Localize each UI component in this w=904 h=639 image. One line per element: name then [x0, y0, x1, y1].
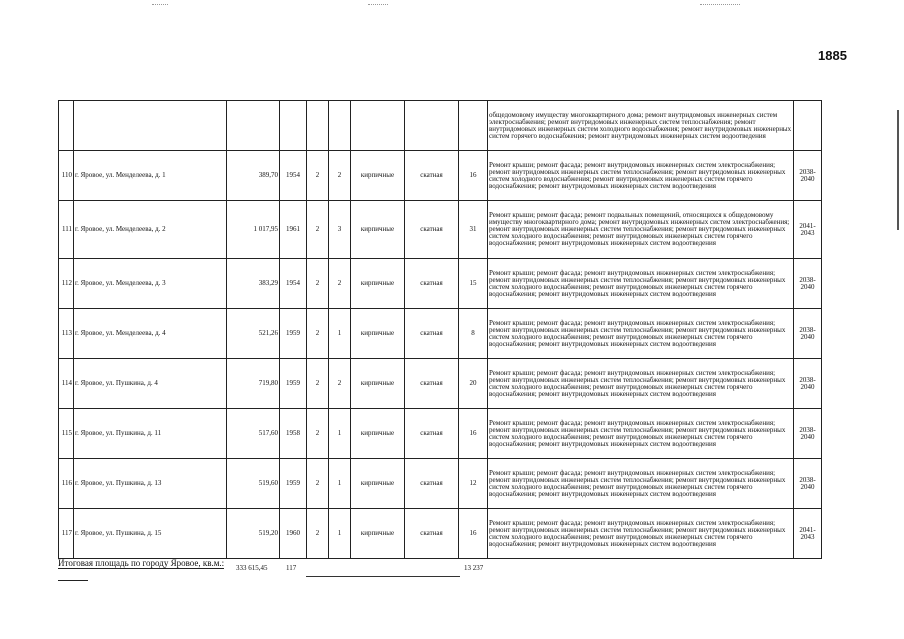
period-cell: 2038-2040	[794, 151, 822, 201]
scan-artifact	[368, 4, 388, 6]
year-cell: 1959	[280, 309, 307, 359]
works-cell: Ремонт крыши; ремонт фасада; ремонт внутридомовых инженерных систем электроснабжения; ремонт внутридомовых инженерных систем теплоснабжения; ремонт внутридомовых инженерных систем холодного водоснабжения; ремонт внутридомовых инженерных систем горячего водоснабжения; ремонт внутридомовых инженерных систем водоотведения	[488, 509, 794, 559]
area-cell: 383,29	[227, 259, 280, 309]
roof-type-cell: скатная	[405, 151, 459, 201]
row-number: 117	[59, 509, 74, 559]
period-cell: 2041-2043	[794, 509, 822, 559]
works-cell: Ремонт крыши; ремонт фасада; ремонт внутридомовых инженерных систем электроснабжения; ремонт внутридомовых инженерных систем теплоснабжения; ремонт внутридомовых инженерных систем холодного водоснабжения; ремонт внутридомовых инженерных систем горячего водоснабжения; ремонт внутридомовых инженерных систем водоотведения	[488, 409, 794, 459]
year-cell: 1959	[280, 359, 307, 409]
works-cell: общедомовому имуществу многоквартирного дома; ремонт внутридомовых инженерных систем электроснабжения; ремонт внутридомовых инженерных систем теплоснабжения; ремонт внутридомовых инженерных систем холодного водоснабжения; ремонт внутридомовых инженерных систем горячего водоснабжения; ремонт внутридомовых инженерных систем водоотведения	[488, 101, 794, 151]
year-cell: 1958	[280, 409, 307, 459]
table-row	[59, 201, 822, 259]
row-number: 116	[59, 459, 74, 509]
roof-type-cell: скатная	[405, 509, 459, 559]
roof-type-cell: скатная	[405, 409, 459, 459]
table-row	[59, 259, 822, 309]
row-number: 111	[59, 201, 74, 259]
residents-cell: 16	[459, 409, 488, 459]
address-cell: г. Яровое, ул. Менделеева, д. 3	[74, 259, 227, 309]
residents-cell: 20	[459, 359, 488, 409]
page-number: 1885	[818, 48, 847, 63]
row-number: 110	[59, 151, 74, 201]
scan-artifact	[152, 4, 168, 6]
period-cell: 2038-2040	[794, 259, 822, 309]
floors-cell: 2	[307, 409, 329, 459]
row-number: 112	[59, 259, 74, 309]
residents-cell: 12	[459, 459, 488, 509]
table-row	[59, 151, 822, 201]
entrances-cell: 3	[329, 201, 351, 259]
period-cell: 2038-2040	[794, 459, 822, 509]
table-row	[59, 309, 822, 359]
period-cell: 2038-2040	[794, 309, 822, 359]
area-cell: 517,60	[227, 409, 280, 459]
roof-type-cell: скатная	[405, 359, 459, 409]
residents-cell: 16	[459, 151, 488, 201]
entrances-cell: 2	[329, 151, 351, 201]
walls-material-cell: кирпичные	[351, 259, 405, 309]
walls-material-cell: кирпичные	[351, 359, 405, 409]
residents-cell: 31	[459, 201, 488, 259]
row-number: 115	[59, 409, 74, 459]
entrances-cell: 1	[329, 309, 351, 359]
floors-cell: 2	[307, 309, 329, 359]
works-cell: Ремонт крыши; ремонт фасада; ремонт подвальных помещений, относящихся к общедомовому имуществу многоквартирного дома; ремонт внутридомовых инженерных систем электроснабжения; ремонт внутридомовых инженерных систем теплоснабжения; ремонт внутридомовых инженерных систем холодного водоснабжения; ремонт внутридомовых инженерных систем горячего водоснабжения; ремонт внутридомовых инженерных систем водоотведения	[488, 201, 794, 259]
entrances-cell: 1	[329, 509, 351, 559]
works-cell: Ремонт крыши; ремонт фасада; ремонт внутридомовых инженерных систем электроснабжения; ремонт внутридомовых инженерных систем теплоснабжения; ремонт внутридомовых инженерных систем холодного водоснабжения; ремонт внутридомовых инженерных систем горячего водоснабжения; ремонт внутридомовых инженерных систем водоотведения	[488, 309, 794, 359]
row-number: 114	[59, 359, 74, 409]
area-cell: 389,70	[227, 151, 280, 201]
roof-type-cell: скатная	[405, 201, 459, 259]
entrances-cell: 2	[329, 259, 351, 309]
roof-type-cell: скатная	[405, 459, 459, 509]
total-divider	[306, 576, 460, 577]
table-row	[59, 509, 822, 559]
year-cell: 1954	[280, 151, 307, 201]
housing-register-table	[58, 100, 822, 559]
roof-type-cell: скатная	[405, 259, 459, 309]
table-row	[59, 409, 822, 459]
floors-cell: 2	[307, 259, 329, 309]
walls-material-cell: кирпичные	[351, 409, 405, 459]
roof-type-cell: скатная	[405, 309, 459, 359]
address-cell: г. Яровое, ул. Менделеева, д. 4	[74, 309, 227, 359]
address-cell: г. Яровое, ул. Менделеева, д. 2	[74, 201, 227, 259]
entrances-cell: 1	[329, 409, 351, 459]
continuation-row	[59, 101, 822, 151]
address-cell: г. Яровое, ул. Пушкина, д. 13	[74, 459, 227, 509]
floors-cell: 2	[307, 151, 329, 201]
walls-material-cell: кирпичные	[351, 151, 405, 201]
works-cell: Ремонт крыши; ремонт фасада; ремонт внутридомовых инженерных систем электроснабжения; ремонт внутридомовых инженерных систем теплоснабжения; ремонт внутридомовых инженерных систем холодного водоснабжения; ремонт внутридомовых инженерных систем горячего водоснабжения; ремонт внутридомовых инженерных систем водоотведения	[488, 259, 794, 309]
table-row	[59, 359, 822, 409]
scan-edge-mark	[897, 110, 899, 230]
area-cell: 521,26	[227, 309, 280, 359]
entrances-cell: 2	[329, 359, 351, 409]
table-row	[59, 459, 822, 509]
address-cell: г. Яровое, ул. Менделеева, д. 1	[74, 151, 227, 201]
works-cell: Ремонт крыши; ремонт фасада; ремонт внутридомовых инженерных систем электроснабжения; ремонт внутридомовых инженерных систем теплоснабжения; ремонт внутридомовых инженерных систем холодного водоснабжения; ремонт внутридомовых инженерных систем горячего водоснабжения; ремонт внутридомовых инженерных систем водоотведения	[488, 151, 794, 201]
period-cell: 2038-2040	[794, 409, 822, 459]
year-cell: 1960	[280, 509, 307, 559]
total-label-underline	[58, 568, 224, 569]
address-cell: г. Яровое, ул. Пушкина, д. 4	[74, 359, 227, 409]
total-residents: 13 237	[464, 564, 484, 572]
floors-cell: 2	[307, 509, 329, 559]
walls-material-cell: кирпичные	[351, 459, 405, 509]
floors-cell: 2	[307, 201, 329, 259]
period-cell: 2038-2040	[794, 359, 822, 409]
residents-cell: 8	[459, 309, 488, 359]
residents-cell: 15	[459, 259, 488, 309]
total-label: Итоговая площадь по городу Яровое, кв.м.:	[58, 558, 225, 568]
works-cell: Ремонт крыши; ремонт фасада; ремонт внутридомовых инженерных систем электроснабжения; ремонт внутридомовых инженерных систем теплоснабжения; ремонт внутридомовых инженерных систем холодного водоснабжения; ремонт внутридомовых инженерных систем горячего водоснабжения; ремонт внутридомовых инженерных систем водоотведения	[488, 459, 794, 509]
address-cell: г. Яровое, ул. Пушкина, д. 15	[74, 509, 227, 559]
year-cell: 1961	[280, 201, 307, 259]
total-area: 333 615,45	[236, 564, 268, 572]
area-cell: 1 017,95	[227, 201, 280, 259]
residents-cell: 16	[459, 509, 488, 559]
year-cell: 1959	[280, 459, 307, 509]
walls-material-cell: кирпичные	[351, 201, 405, 259]
entrances-cell: 1	[329, 459, 351, 509]
row-number: 113	[59, 309, 74, 359]
area-cell: 719,80	[227, 359, 280, 409]
year-cell: 1954	[280, 259, 307, 309]
floors-cell: 2	[307, 459, 329, 509]
area-cell: 519,20	[227, 509, 280, 559]
address-cell: г. Яровое, ул. Пушкина, д. 11	[74, 409, 227, 459]
area-cell: 519,60	[227, 459, 280, 509]
total-label-underline	[58, 580, 88, 581]
scan-artifact	[700, 4, 740, 6]
walls-material-cell: кирпичные	[351, 309, 405, 359]
walls-material-cell: кирпичные	[351, 509, 405, 559]
works-cell: Ремонт крыши; ремонт фасада; ремонт внутридомовых инженерных систем электроснабжения; ремонт внутридомовых инженерных систем теплоснабжения; ремонт внутридомовых инженерных систем холодного водоснабжения; ремонт внутридомовых инженерных систем горячего водоснабжения; ремонт внутридомовых инженерных систем водоотведения	[488, 359, 794, 409]
period-cell: 2041-2043	[794, 201, 822, 259]
floors-cell: 2	[307, 359, 329, 409]
total-count: 117	[286, 564, 297, 572]
